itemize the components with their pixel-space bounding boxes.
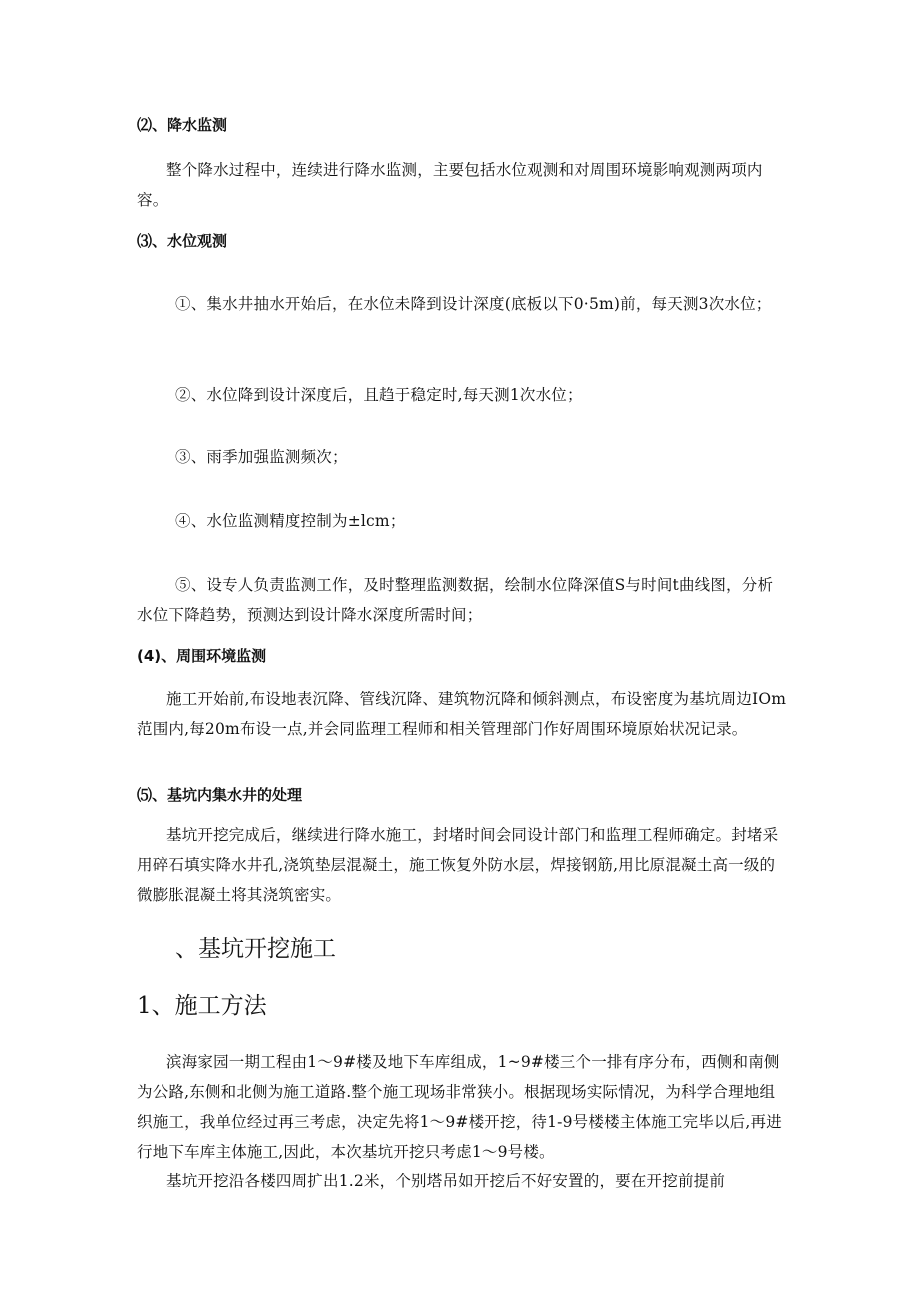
list-item: ③、雨季加强监测频次； — [175, 448, 348, 466]
paragraph-environment-monitoring: 施工开始前,布设地表沉降、管线沉降、建筑物沉降和倾斜测点，布设密度为基坑周边IOm范围内,每20m布设一点,并会同监理工程师和相关管理部门作好周围环境原始状况记录。 — [137, 690, 787, 738]
list-item: ①、集水井抽水开始后，在水位未降到设计深度(底板以下0·5m)前，每天测3次水位； — [175, 295, 772, 313]
paragraph-sump-handling: 基坑开挖完成后，继续进行降水施工，封堵时间会同设计部门和监理工程师确定。封堵采用碎石填实降水井孔,浇筑垫层混凝土，施工恢复外防水层，焊接钢筋,用比原混凝土高一级的微膨胀混凝土将其浇筑密实。 — [137, 826, 779, 904]
paragraph-construction-method: 滨海家园一期工程由1～9#楼及地下车库组成，1~9#楼三个一排有序分布，西侧和南侧为公路,东侧和北侧为施工道路.整个施工现场非常狭小。根据现场实际情况，为科学合理地组织施工，我单位经过再三考虑，决定先将1～9#楼开挖，待1-9号楼楼主体施工完毕以后,再进行地下车库主体施工,因此，本次基坑开挖只考虑1～9号楼。 — [137, 1053, 782, 1161]
list-item: ④、水位监测精度控制为±lcm； — [175, 512, 406, 530]
paragraph-excavation-extent: 基坑开挖沿各楼四周扩出1.2米，个别塔吊如开挖后不好安置的，要在开挖前提前 — [166, 1172, 726, 1190]
section-title: 1、施工方法 — [137, 993, 267, 1019]
heading-water-level-observation: ⑶、水位观测 — [137, 232, 228, 250]
heading-dewatering-monitoring: ⑵、降水监测 — [137, 116, 228, 134]
list-item: ⑤、设专人负责监测工作，及时整理监测数据，绘制水位降深值S与时间t曲线图，分析水位下降趋势，预测达到设计降水深度所需时间； — [137, 576, 774, 624]
paragraph-dewatering-intro: 整个降水过程中，连续进行降水监测，主要包括水位观测和对周围环境影响观测两项内容。 — [137, 161, 763, 209]
list-item: ②、水位降到设计深度后，且趋于稳定时,每天测1次水位； — [175, 386, 583, 404]
chapter-title: 、基坑开挖施工 — [175, 936, 336, 962]
heading-sump-handling: ⑸、基坑内集水井的处理 — [137, 786, 303, 804]
heading-environment-monitoring: (4)、周围环境监测 — [137, 647, 267, 665]
